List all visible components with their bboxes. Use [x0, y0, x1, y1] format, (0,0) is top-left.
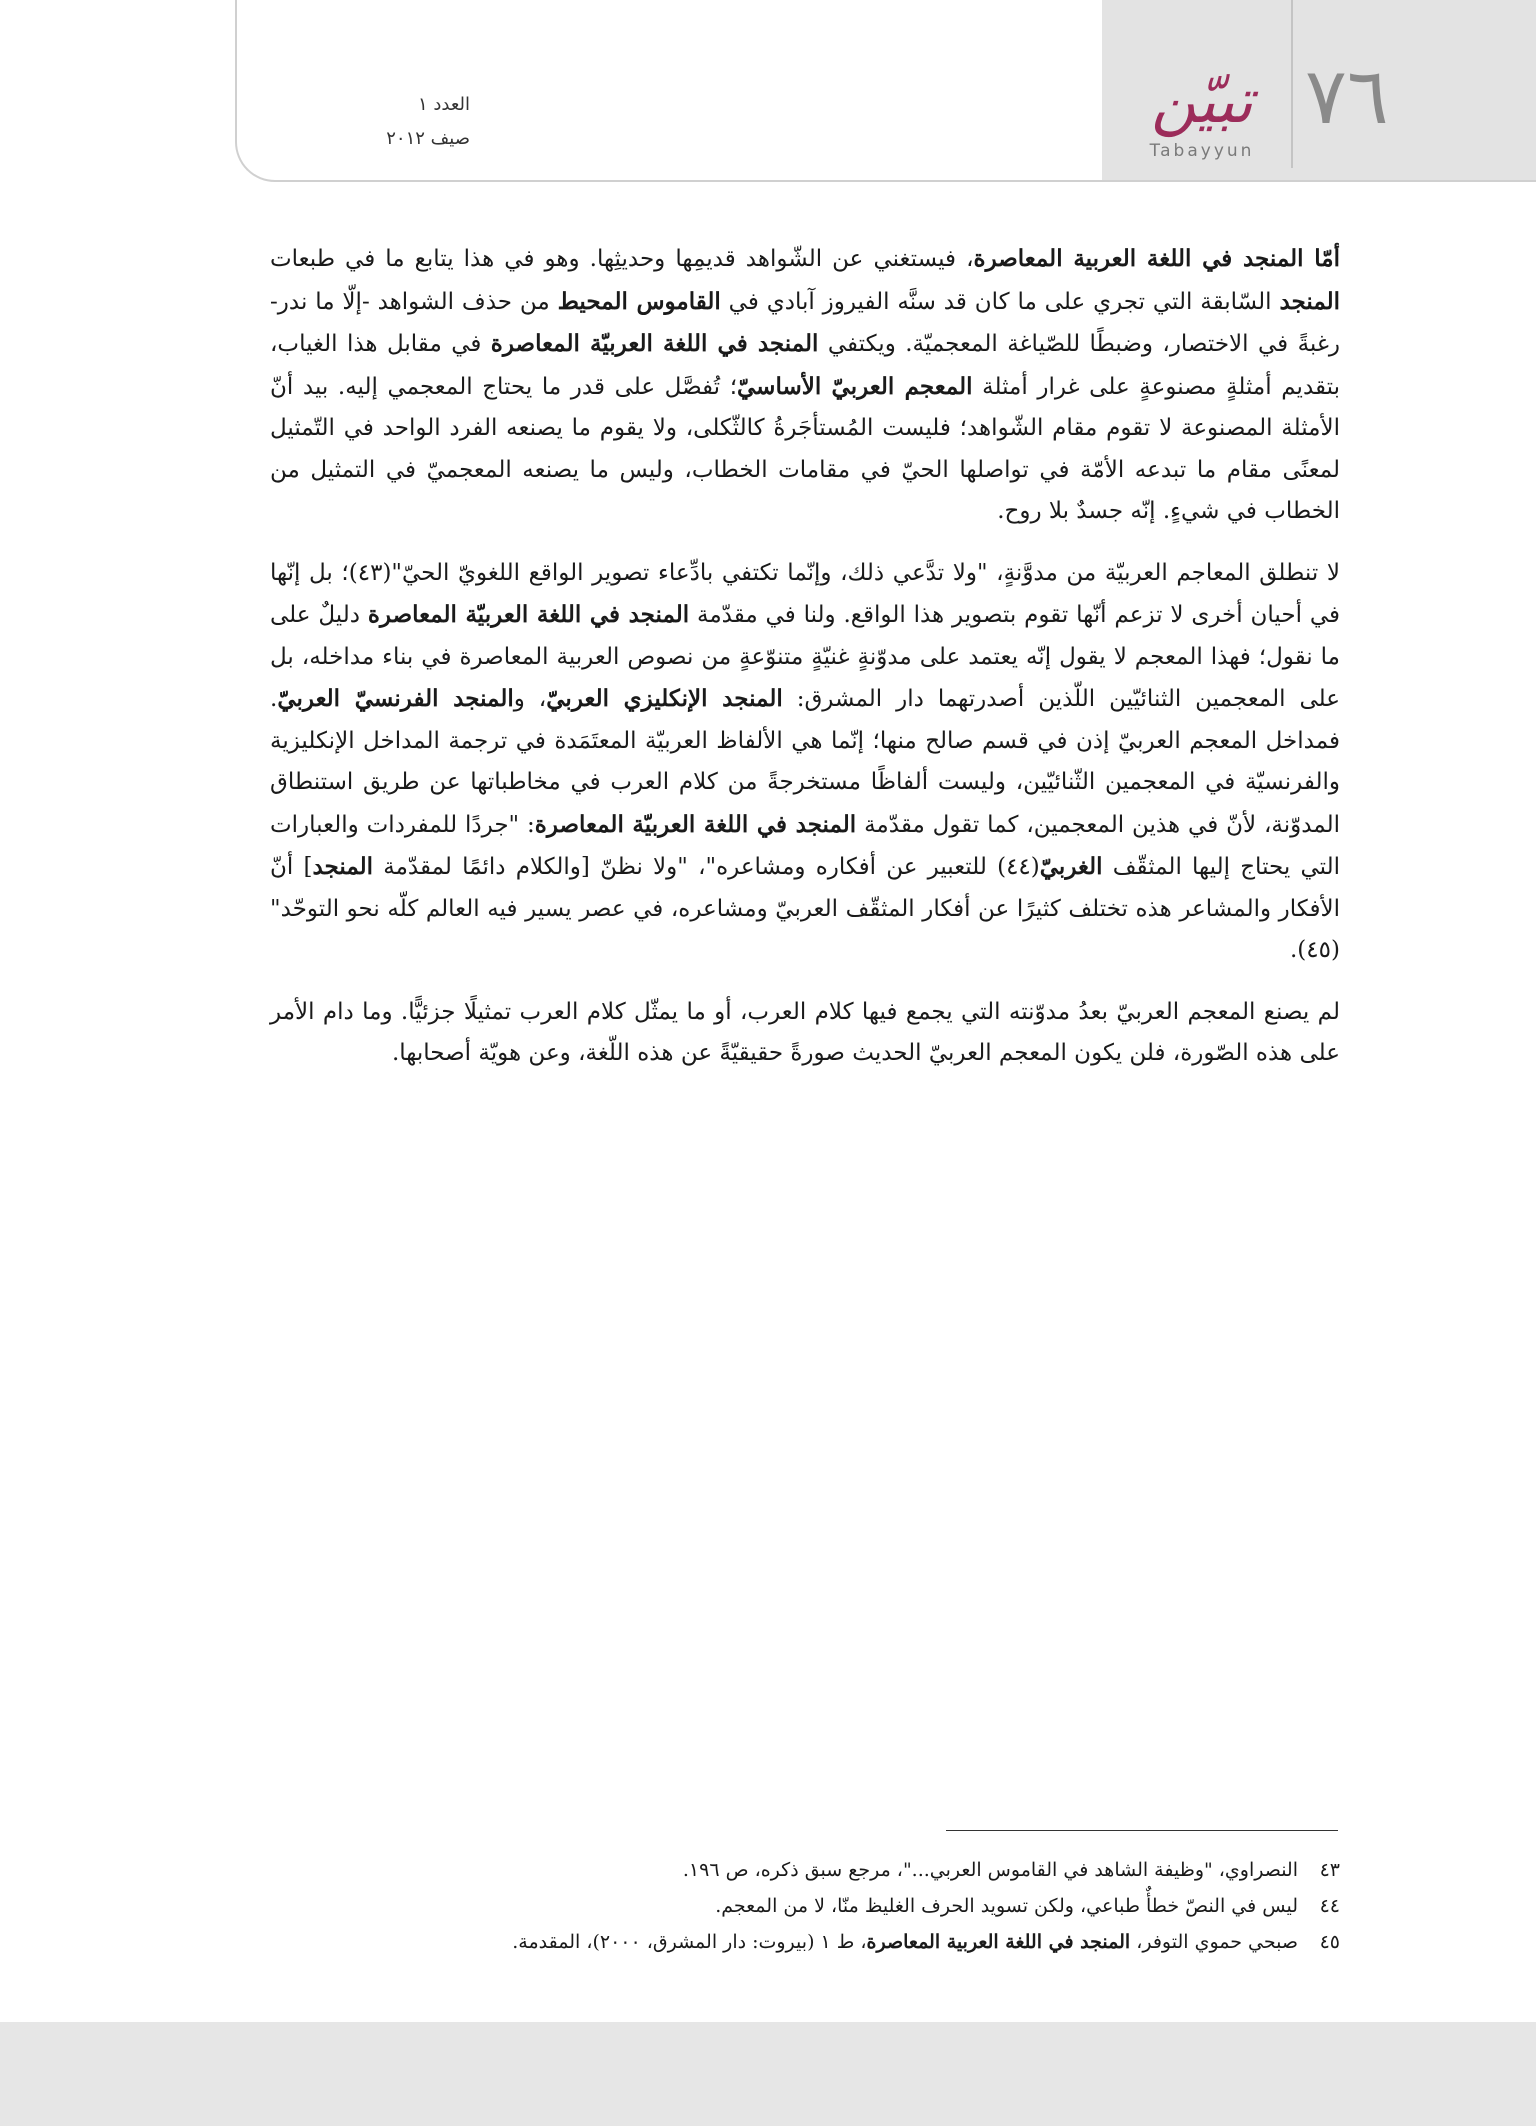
text-run: النصراوي، "وظيفة الشاهد في القاموس العربي..."، مرجع سبق ذكره، ص ١٩٦. [682, 1859, 1298, 1881]
text-run: صبحي حموي التوفر، [1130, 1931, 1298, 1953]
bold-term: الغربيّ [1039, 853, 1103, 880]
footnote [270, 1852, 1340, 1888]
text-run: ليس في النصّ خطأٌ طباعي، ولكن تسويد الحرف الغليظ منّا، لا من المعجم. [715, 1895, 1298, 1917]
issue-number: العدد ١ [417, 94, 470, 115]
paragraph [270, 992, 1340, 1075]
footnote-text [270, 1852, 1298, 1888]
footnote-number: ٤٥ [1319, 1931, 1340, 1953]
paragraph [270, 553, 1340, 972]
text-run: (٤٤) للتعبير عن أفكاره ومشاعره"، "ولا نظنّ [والكلام دائمًا لمقدّمة [373, 854, 1040, 880]
text-run: ، فيستغني عن الشّواهد قديمِها وحديثِها. وهو في هذا يتابع ما في طبعات [270, 246, 974, 272]
footnote-number: ٤٣ [1319, 1859, 1340, 1881]
paragraph [270, 238, 1340, 533]
footnote-number: ٤٤ [1319, 1895, 1340, 1917]
text-run: دليلٌ على ما نقول؛ فهذا المعجم لا يقول إنّه يعتمد على مدوّنةٍ غنيّةٍ متنوّعةٍ من نصوص العربية المعاصرة في بناء مداخله، بل على المعجمين الثنائيّين اللّذين أصدرتهما دار المشرق: [270, 602, 1341, 712]
issue-season: صيف ٢٠١٢ [386, 128, 470, 149]
bold-term: المنجد في اللغة العربيّة المعاصرة [367, 601, 690, 628]
footnote-separator [946, 1830, 1338, 1831]
bold-term: المنجد في اللغة العربيّة المعاصرة [534, 810, 857, 838]
bold-term: المنجد في اللغة العربيّة المعاصرة [490, 330, 819, 357]
text-run: السّابقة التي تجري على ما كان قد سنَّه الفيروز آبادي في [720, 288, 1280, 315]
page-number: ٧٦ [1305, 52, 1389, 142]
text-run: : "جردًا للمفردات والعبارات التي يحتاج إليها المثقّف [270, 811, 1340, 880]
text-run: لا تنطلق المعاجم العربيّة من مدوَّنةٍ، "ولا تدَّعي ذلك، وإنّما تكتفي بادِّعاء تصوير الواقع اللغويّ الحيّ"(٤٣)؛ بل إنّها في أحيان أخرى لا تزعم أنّها تقوم بتصوير هذا الواقع. ولنا في مقدّمة [270, 559, 1340, 628]
text-run: في مقابل هذا الغياب، بتقديم أمثلةٍ مصنوعةٍ على غرار أمثلة [270, 331, 1340, 400]
text-run: ، و [513, 686, 547, 712]
bold-term: أمّا المنجد في اللغة العربية المعاصرة [973, 245, 1340, 272]
bold-term: القاموس المحيط [557, 287, 721, 315]
bold-term: المنجد الفرنسيّ العربيّ [277, 685, 514, 712]
text-run: ؛ تُفصَّل على قدر ما يحتاج المعجمي إليه. بيد أنّ الأمثلة المصنوعة لا تقوم مقام الشّواهد؛ فليست المُستأجَرةُ كالثّكلى، ولا يقوم ما يصنعه الفرد الواحد في التّمثيل لمعنًى مقام ما تبدعه الأمّة في تواصلها الحيّ في مقامات الخطاب، وليس ما يصنعه المعجميّ في التمثيل من الخطاب في شيءٍ. إنّه جسدٌ بلا روح. [270, 373, 1340, 524]
footnote-text [270, 1924, 1298, 1960]
text-run: من حذف الشواهد -إلّا ما ندر- رغبةً في الاختصار، وضبطًا للصّياغة المعجميّة. ويكتفي [270, 288, 1340, 357]
text-run: ] أنّ الأفكار والمشاعر هذه تختلف كثيرًا عن أفكار المثقّف العربيّ ومشاعره، في عصر يسير فيه العالم كلّه نحو التوحّد"(٤٥). [270, 854, 1340, 963]
journal-logo-latin: Tabayyun [1149, 141, 1255, 161]
journal-logo: تبيّن [1151, 64, 1253, 137]
text-run: لم يصنع المعجم العربيّ بعدُ مدوّنته التي يجمع فيها كلام العرب، أو ما يمثّل كلام العرب تمثيلًا جزئيًّا. وما دام الأمر على هذه الصّورة، فلن يكون المعجم العربيّ الحديث صورةً حقيقيّةً عن هذه اللّغة، وعن هويّة أصحابها. [270, 998, 1340, 1066]
bold-term: المنجد الإنكليزي العربيّ [546, 685, 783, 712]
bold-term: المعجم العربيّ الأساسيّ [737, 372, 973, 400]
header-divider [1291, 0, 1293, 168]
bold-term: المنجد [312, 853, 374, 880]
footnotes [270, 1852, 1340, 1960]
page-bottom-band [0, 2022, 1536, 2126]
bold-term: المنجد [1279, 287, 1341, 315]
footnote [270, 1888, 1340, 1924]
footnote [270, 1924, 1340, 1960]
bold-term: المنجد في اللغة العربية المعاصرة [866, 1931, 1131, 1953]
article-body [270, 238, 1340, 1095]
footnote-text [270, 1888, 1298, 1924]
text-run: ، ط ١ (بيروت: دار المشرق، ٢٠٠٠)، المقدمة. [512, 1931, 867, 1953]
issue-meta [270, 88, 470, 156]
text-run: . فمداخل المعجم العربيّ إذن في قسم صالح منها؛ إنّما هي الألفاظ العربيّة المعتَمَدة في ترجمة المداخل الإنكليزية والفرنسيّة في المعجمين الثّنائيّين، وليست ألفاظًا مستخرجةً من كلام العرب في مخاطباتها عن طريق استنطاق المدوّنة، لأنّ في هذين المعجمين، كما تقول مقدّمة [270, 686, 1340, 838]
